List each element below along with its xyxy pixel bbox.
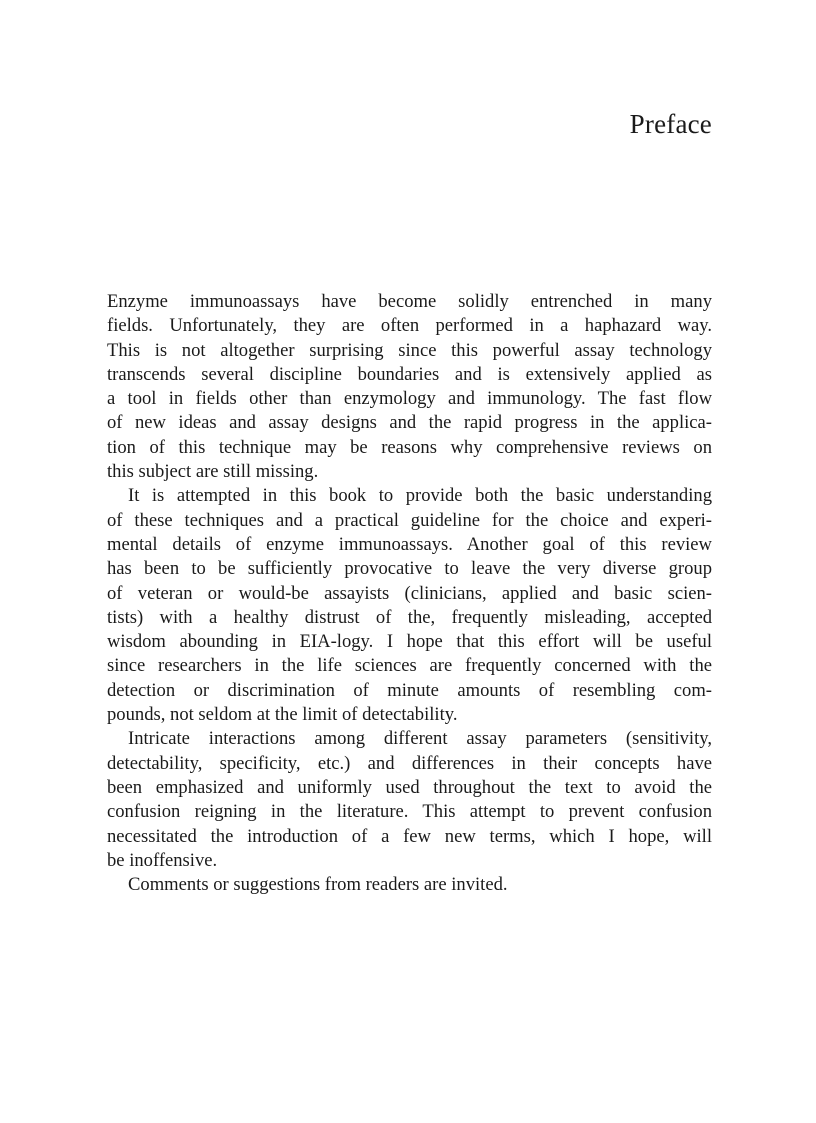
text-line: since researchers in the life sciences are frequently concerned with the (107, 655, 712, 677)
text-line: This is not altogether surprising since this powerful assay technology (107, 339, 712, 361)
text-line: Comments or suggestions from readers are invited. (128, 874, 508, 896)
page-title: Preface (629, 109, 712, 139)
text-line: It is attempted in this book to provide both the basic understanding (128, 485, 712, 507)
text-line: mental details of enzyme immunoassays. Another goal of this review (107, 533, 712, 555)
text-line: Intricate interactions among different assay parameters (sensitivity, (128, 728, 712, 750)
text-line: this subject are still missing. (107, 461, 319, 483)
text-line: Enzyme immunoassays have become solidly entrenched in many (107, 291, 712, 312)
preface-body (107, 290, 712, 897)
text-line: transcends several discipline boundaries and is extensively applied as (107, 363, 712, 385)
text-line: be inoffensive. (107, 849, 218, 871)
text-line: been emphasized and uniformly used throughout the text to avoid the (107, 776, 712, 798)
text-line: detection or discrimination of minute amounts of resembling com- (107, 679, 712, 701)
text-line: detectability, specificity, etc.) and differences in their concepts have (107, 752, 712, 774)
text-line: confusion reigning in the literature. This attempt to prevent confusion (107, 801, 712, 823)
text-line: of these techniques and a practical guideline for the choice and experi- (107, 509, 712, 531)
text-line: of veteran or would-be assayists (clinicians, applied and basic scien- (107, 582, 712, 604)
text-line: pounds, not seldom at the limit of detectability. (107, 704, 458, 726)
text-line: of new ideas and assay designs and the rapid progress in the applica- (107, 412, 712, 434)
text-line: tion of this technique may be reasons why comprehensive reviews on (107, 436, 712, 458)
text-line: has been to be sufficiently provocative to leave the very diverse group (107, 558, 712, 580)
text-line: wisdom abounding in EIA-logy. I hope that this effort will be useful (107, 631, 712, 653)
text-line: a tool in fields other than enzymology and immunology. The fast flow (107, 388, 712, 410)
text-line: necessitated the introduction of a few new terms, which I hope, will (107, 825, 712, 847)
text-line: fields. Unfortunately, they are often performed in a haphazard way. (107, 315, 712, 337)
text-line: tists) with a healthy distrust of the, frequently misleading, accepted (107, 606, 712, 628)
